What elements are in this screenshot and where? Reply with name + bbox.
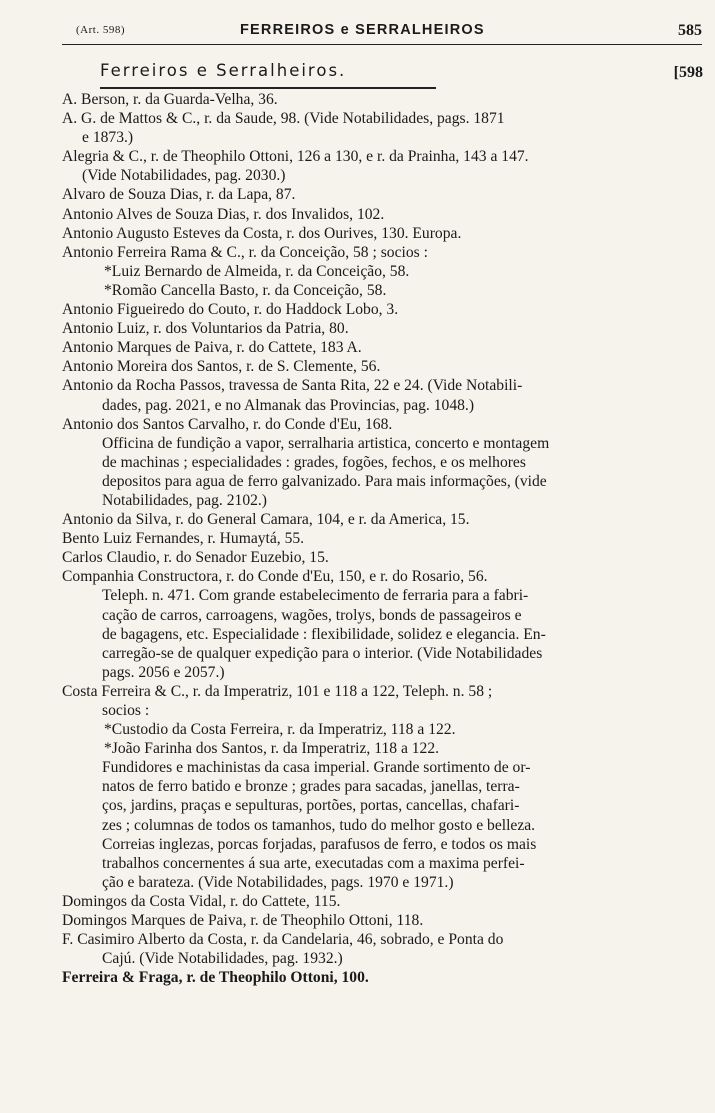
running-title: FERREIROS e SERRALHEIROS xyxy=(240,22,485,38)
entry-line: ços, jardins, praças e sepulturas, portões, portas, cancellas, chafari- xyxy=(102,797,520,815)
entry-line: Alegria & C., r. de Theophilo Ottoni, 126 a 130, e r. da Prainha, 143 a 147. xyxy=(62,148,529,166)
entry-line: Notabilidades, pag. 2102.) xyxy=(102,491,267,509)
entry-line: Carlos Claudio, r. do Senador Euzebio, 15. xyxy=(62,549,329,567)
entry-line: *Luiz Bernardo de Almeida, r. da Conceição, 58. xyxy=(104,262,410,280)
entry-line: Teleph. n. 471. Com grande estabelecimento de ferraria para a fabri- xyxy=(102,587,529,605)
entry-line: cação de carros, carroagens, wagões, trolys, bonds de passageiros e xyxy=(102,606,522,624)
entry-line: Antonio Alves de Souza Dias, r. dos Invalidos, 102. xyxy=(62,205,385,223)
entry-line: Cajú. (Vide Notabilidades, pag. 1932.) xyxy=(102,950,343,968)
entry-line: e 1873.) xyxy=(82,129,134,147)
entry-line: Antonio Ferreira Rama & C., r. da Conceição, 58 ; socios : xyxy=(62,243,428,261)
entry-line: *João Farinha dos Santos, r. da Imperatriz, 118 a 122. xyxy=(104,740,440,758)
entry-line: Domingos da Costa Vidal, r. do Cattete, 115. xyxy=(62,892,341,910)
entry-line: Officina de fundição a vapor, serralharia artistica, concerto e montagem xyxy=(102,434,550,452)
entry-line: pags. 2056 e 2057.) xyxy=(102,663,225,681)
entry-line: trabalhos concernentes á sua arte, executadas com a maxima perfei- xyxy=(102,854,525,872)
entry-line: (Vide Notabilidades, pag. 2030.) xyxy=(82,167,286,185)
entry-line: *Custodio da Costa Ferreira, r. da Imperatriz, 118 a 122. xyxy=(104,721,456,739)
entry-line: Bento Luiz Fernandes, r. Humaytá, 55. xyxy=(62,530,305,548)
entry-line: Antonio da Rocha Passos, travessa de Santa Rita, 22 e 24. (Vide Notabili- xyxy=(62,377,523,395)
entry-line: Antonio dos Santos Carvalho, r. do Conde d'Eu, 168. xyxy=(62,415,393,433)
entry-line: socios : xyxy=(102,702,150,719)
entry-line: dades, pag. 2021, e no Almanak das Provincias, pag. 1048.) xyxy=(102,396,475,414)
page-number: 585 xyxy=(678,22,702,39)
entry-line: de bagagens, etc. Especialidade : flexibilidade, solidez e elegancia. En- xyxy=(102,625,546,643)
article-range: (Art. 598) xyxy=(76,24,125,36)
entry-line: Alvaro de Souza Dias, r. da Lapa, 87. xyxy=(62,186,296,204)
entry-line: Costa Ferreira & C., r. da Imperatriz, 101 e 118 a 122, Teleph. n. 58 ; xyxy=(62,682,493,700)
entry-list xyxy=(62,90,702,987)
entry-line: *Romão Cancella Basto, r. da Conceição, 58. xyxy=(104,281,387,299)
entry-line: Correias inglezas, porcas forjadas, parafusos de ferro, e todos os mais xyxy=(102,835,537,853)
entry-line: Antonio Marques de Paiva, r. do Cattete, 183 A. xyxy=(62,339,362,357)
entry-line: de machinas ; especialidades : grades, fogões, fechos, e os melhores xyxy=(102,453,526,471)
entry-line: carregão-se de qualquer expedição para o interior. (Vide Notabilidades xyxy=(102,644,543,662)
entry-line: ção e barateza. (Vide Notabilidades, pags. 1970 e 1971.) xyxy=(102,873,454,891)
section-title: Ferreiros e Serralheiros. xyxy=(100,61,436,89)
entry-line: Ferreira & Fraga, r. de Theophilo Ottoni, 100. xyxy=(62,969,369,987)
entry-line: Antonio da Silva, r. do General Camara, 104, e r. da America, 15. xyxy=(62,511,470,529)
entry-line: depositos para agua de ferro galvanizado. Para mais informações, (vide xyxy=(102,472,547,490)
entry-line: F. Casimiro Alberto da Costa, r. da Candelaria, 46, sobrado, e Ponta do xyxy=(62,931,504,949)
entry-line: Antonio Moreira dos Santos, r. de S. Clemente, 56. xyxy=(62,358,381,376)
entry-line: A. Berson, r. da Guarda-Velha, 36. xyxy=(62,91,278,108)
entry-line: natos de ferro batido e bronze ; grades para sacadas, janellas, terra- xyxy=(102,778,520,796)
entry-line: Antonio Figueiredo do Couto, r. do Haddock Lobo, 3. xyxy=(62,301,399,319)
entry-line: Domingos Marques de Paiva, r. de Theophilo Ottoni, 118. xyxy=(62,912,424,930)
entry-line: Antonio Augusto Esteves da Costa, r. dos Ourives, 130. Europa. xyxy=(62,224,462,242)
entry-line: Antonio Luiz, r. dos Voluntarios da Patria, 80. xyxy=(62,320,349,338)
entry-line: Companhia Constructora, r. do Conde d'Eu, 150, e r. do Rosario, 56. xyxy=(62,568,488,586)
section-code: [598 xyxy=(673,64,703,81)
entry-line: zes ; columnas de todos os tamanhos, tudo do melhor gosto e belleza. xyxy=(102,816,536,834)
page-header xyxy=(62,22,702,45)
entry-line: Fundidores e machinistas da casa imperial. Grande sortimento de or- xyxy=(102,759,531,777)
entry-line: A. G. de Mattos & C., r. da Saude, 98. (Vide Notabilidades, pags. 1871 xyxy=(62,110,505,128)
